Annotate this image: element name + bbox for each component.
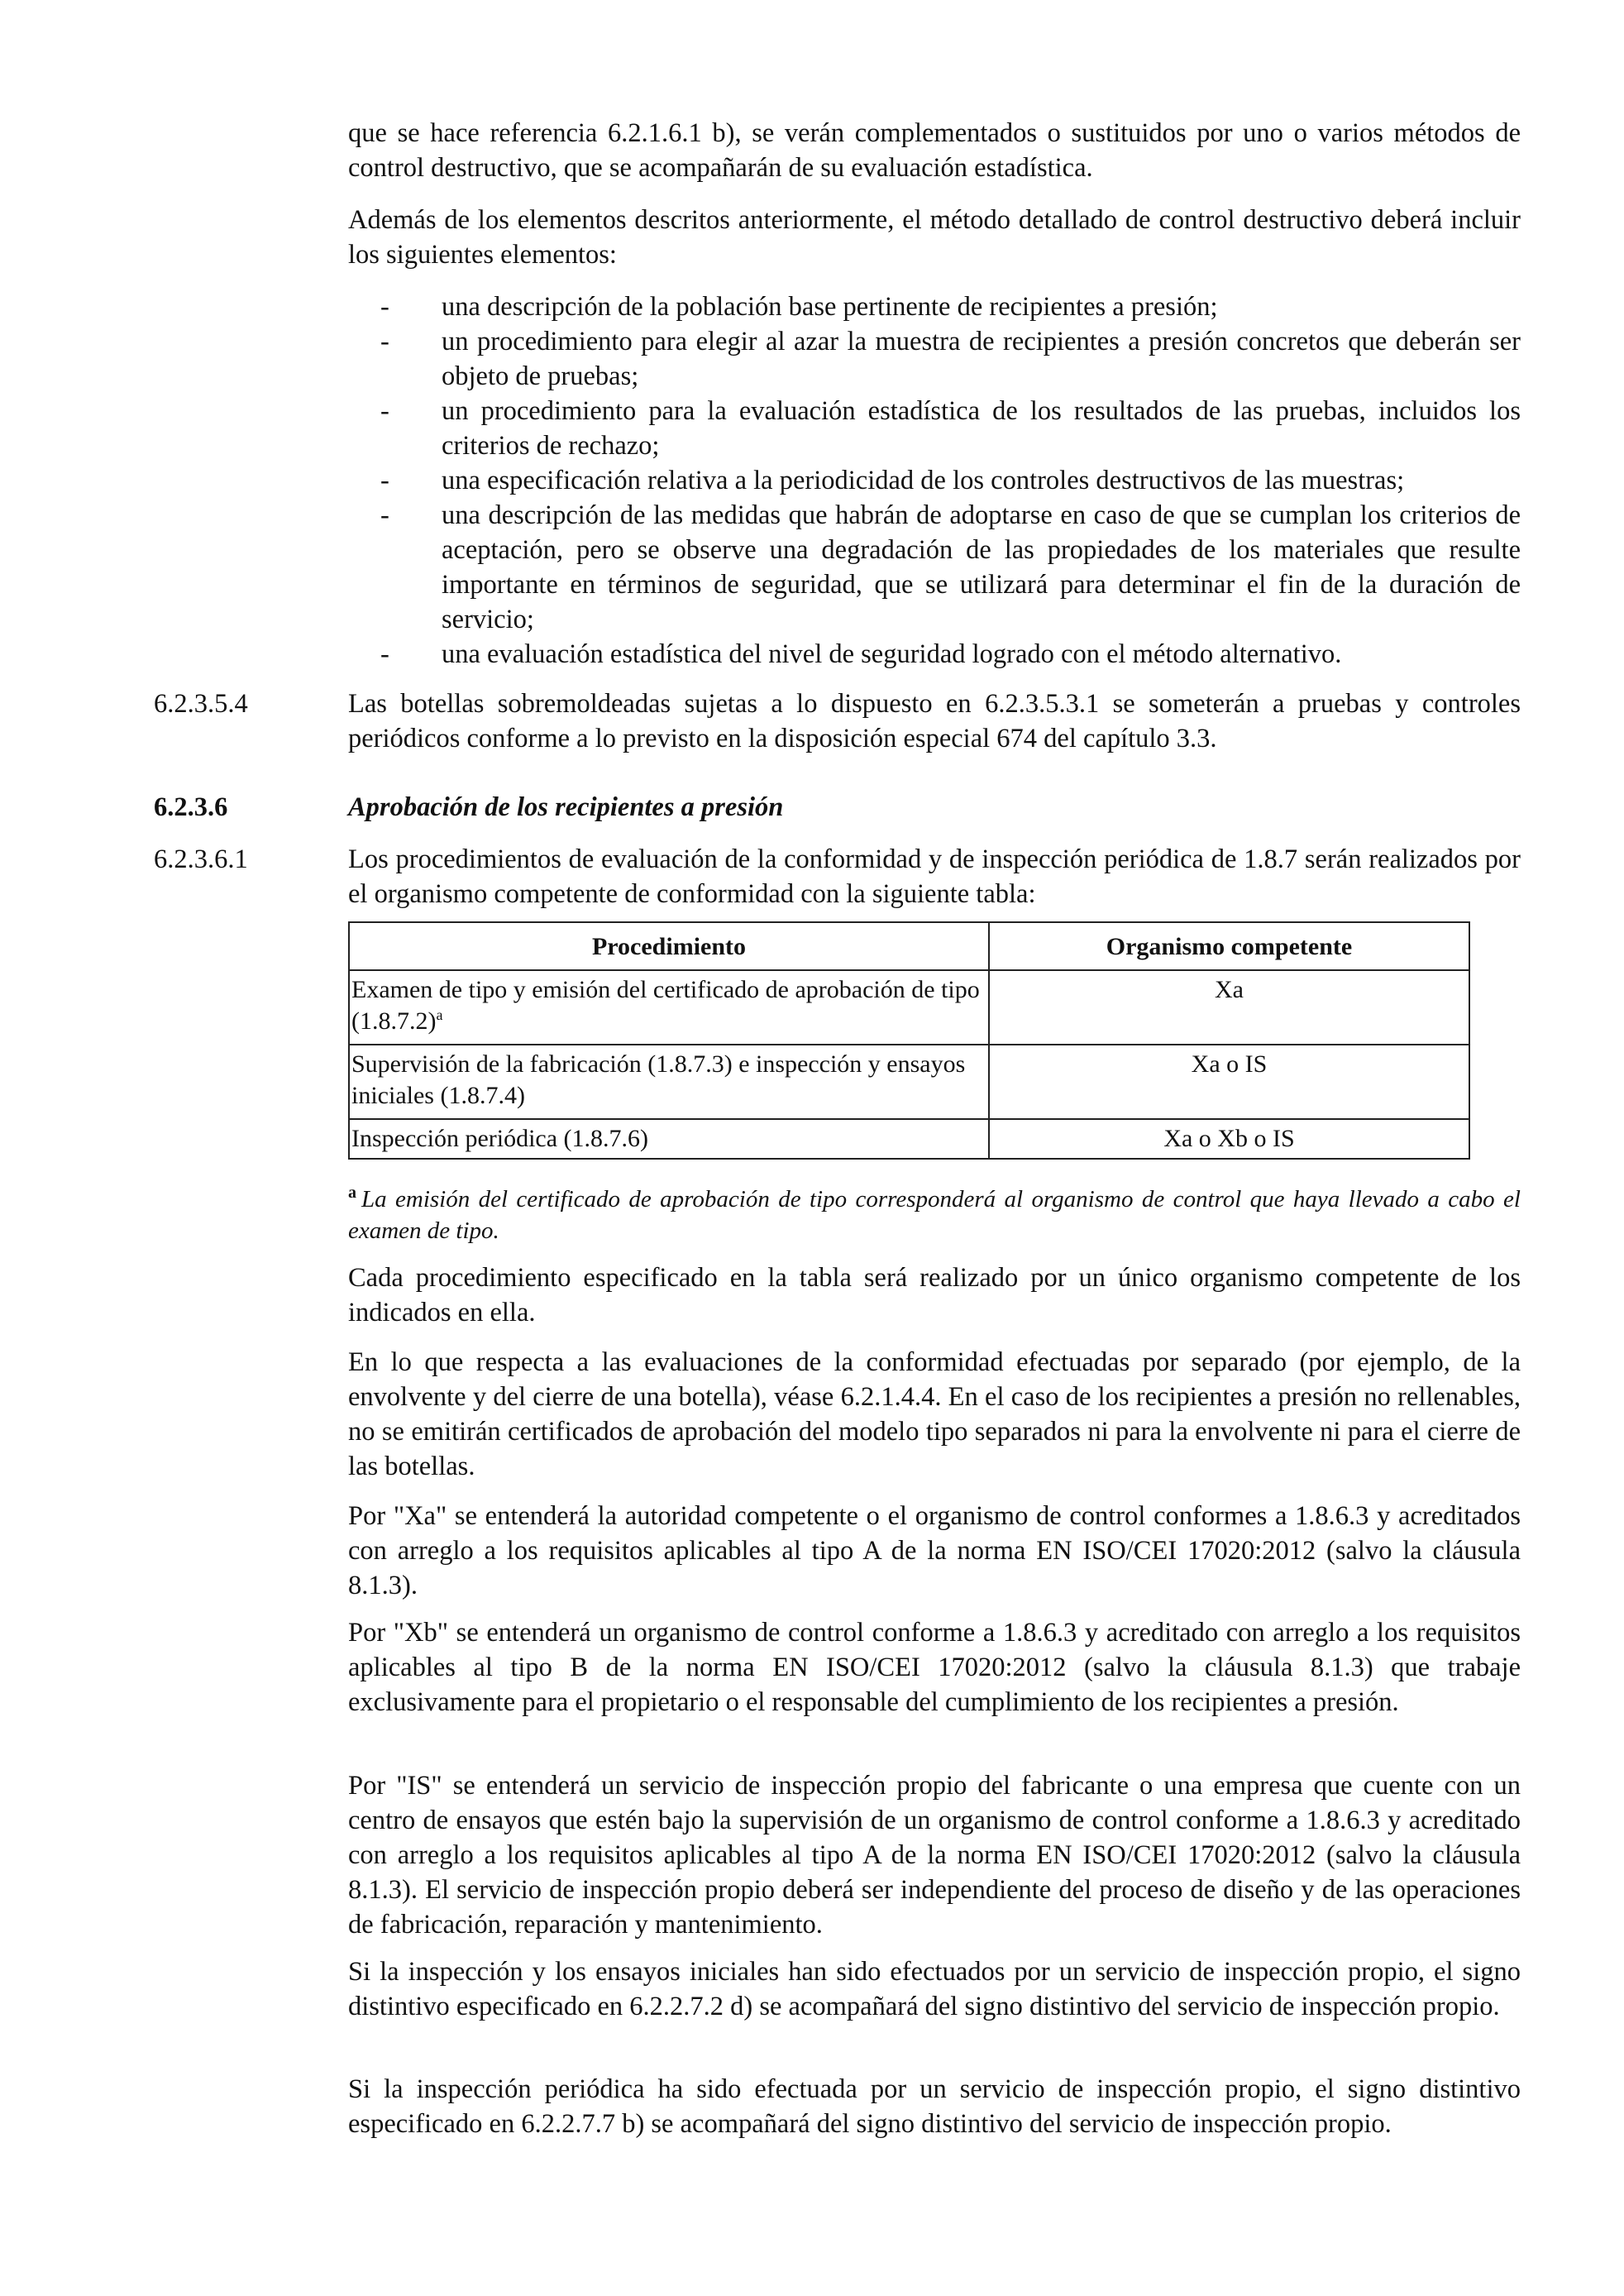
list-dash: - — [380, 639, 389, 669]
column-header-procedure: Procedimiento — [349, 922, 989, 970]
list-dash: - — [380, 500, 389, 530]
table-cell-procedure — [349, 970, 989, 1045]
list-item — [380, 289, 1521, 324]
section-text-6-2-3-5-4: Las botellas sobremoldeadas sujetas a lo dispuesto en 6.2.3.5.3.1 se someterán a pruebas y controles periódicos conforme a lo previsto en la disposición especial 674 del capítulo 3.3. — [348, 689, 1521, 753]
procedure-text: Examen de tipo y emisión del certificado de aprobación de tipo (1.8.7.2) — [351, 976, 980, 1035]
paragraph-initial-inspection-mark: Si la inspección y los ensayos iniciales han sido efectuados por un servicio de inspección propio, el signo distintivo especificado en 6.2.2.7.2 d) se acompañará del signo distintivo del servicio de inspección propio. — [348, 1957, 1521, 2021]
paragraph-xb-definition: Por "Xb" se entenderá un organismo de control conforme a 1.8.6.3 y acreditado con arreglo a los requisitos aplicables al tipo B de la norma EN ISO/CEI 17020:2012 (salvo la cláusula 8.1.3) que trabaje exclusivamente para el propietario o el responsable del cumplimiento de los recipientes a presión. — [348, 1618, 1521, 1717]
table-cell-competent-body: Xa o Xb o IS — [989, 1119, 1469, 1159]
list-dash: - — [380, 396, 389, 426]
paragraph-is-definition: Por "IS" se entenderá un servicio de inspección propio del fabricante o una empresa que cuente con un centro de ensayos que estén bajo la supervisión de un organismo de control conforme a 1.8.6.3 y acreditado con arreglo a los requisitos aplicables al tipo A de la norma EN ISO/CEI 17020:2012 (salvo la cláusula 8.1.3). El servicio de inspección propio deberá ser independiente del proceso de diseño y de las operaciones de fabricación, reparación y mantenimiento. — [348, 1771, 1521, 1940]
procedure-text: Inspección periódica (1.8.7.6) — [351, 1125, 649, 1152]
list-item-text: una descripción de las medidas que habrán de adoptarse en caso de que se cumplan los criterios de aceptación, pero se observe una degradación de las propiedades de los materiales que resulte importante en términos de seguridad, que se utilizará para determinar el fin de la duración de servicio; — [442, 500, 1521, 634]
list-item-text: una evaluación estadística del nivel de seguridad logrado con el método alternativo. — [442, 639, 1342, 669]
list-item-text: un procedimiento para la evaluación estadística de los resultados de las pruebas, incluidos los criterios de rechazo; — [442, 396, 1521, 461]
table-footnote — [348, 1184, 1521, 1246]
section-title-6-2-3-6: Aprobación de los recipientes a presión — [348, 792, 784, 822]
procedures-table — [348, 921, 1470, 1160]
footnote-mark: a — [348, 1184, 356, 1203]
paragraph-xa-definition: Por "Xa" se entenderá la autoridad competente o el organismo de control conformes a 1.8.6.3 y acreditados con arreglo a los requisitos aplicables al tipo A de la norma EN ISO/CEI 17020:2012 (salvo la cláusula 8.1.3). — [348, 1501, 1521, 1600]
paragraph-periodic-inspection-mark: Si la inspección periódica ha sido efectuada por un servicio de inspección propio, el signo distintivo especificado en 6.2.2.7.7 b) se acompañará del signo distintivo del servicio de inspección propio. — [348, 2074, 1521, 2139]
column-header-competent-body: Organismo competente — [989, 922, 1469, 970]
table-cell-competent-body: Xa o IS — [989, 1045, 1469, 1119]
intro-paragraph-2: Además de los elementos descritos anteriormente, el método detallado de control destructivo deberá incluir los siguientes elementos: — [348, 205, 1521, 270]
intro-paragraph-1: que se hace referencia 6.2.1.6.1 b), se verán complementados o sustituidos por uno o varios métodos de control destructivo, que se acompañarán de su evaluación estadística. — [348, 118, 1521, 183]
paragraph-single-body: Cada procedimiento especificado en la tabla será realizado por un único organismo competente de los indicados en ella. — [348, 1263, 1521, 1327]
list-item-text: una especificación relativa a la periodicidad de los controles destructivos de las muestras; — [442, 466, 1405, 495]
section-number-6-2-3-5-4: 6.2.3.5.4 — [154, 689, 248, 719]
table-cell-procedure — [349, 1119, 989, 1159]
section-text-6-2-3-6-1: Los procedimientos de evaluación de la conformidad y de inspección periódica de 1.8.7 serán realizados por el organismo competente de conformidad con la siguiente tabla: — [348, 844, 1521, 909]
table-cell-competent-body: Xa — [989, 970, 1469, 1045]
list-dash: - — [380, 466, 389, 495]
footnote-text: La emisión del certificado de aprobación de tipo corresponderá al organismo de control que haya llevado a cabo el examen de tipo. — [348, 1186, 1521, 1244]
table-header-row — [349, 922, 1469, 970]
paragraph-separate-assessments: En lo que respecta a las evaluaciones de la conformidad efectuadas por separado (por ejemplo, de la envolvente y del cierre de una botella), véase 6.2.1.4.4. En el caso de los recipientes a presión no rellenables, no se emitirán certificados de aprobación del modelo tipo separados ni para la envolvente ni para el cierre de las botellas. — [348, 1347, 1521, 1481]
list-dash: - — [380, 327, 389, 356]
criteria-list — [380, 289, 1521, 672]
list-item-text: una descripción de la población base pertinente de recipientes a presión; — [442, 292, 1218, 322]
list-item — [380, 394, 1521, 463]
table-row — [349, 970, 1469, 1045]
list-item — [380, 498, 1521, 637]
section-number-6-2-3-6: 6.2.3.6 — [154, 792, 228, 822]
list-dash: - — [380, 292, 389, 322]
footnote-reference: a — [436, 1007, 443, 1023]
list-item — [380, 463, 1521, 498]
table-row — [349, 1119, 1469, 1159]
list-item — [380, 637, 1521, 672]
procedure-text: Supervisión de la fabricación (1.8.7.3) e inspección y ensayos iniciales (1.8.7.4) — [351, 1050, 966, 1109]
table-row — [349, 1045, 1469, 1119]
list-item — [380, 324, 1521, 394]
list-item-text: un procedimiento para elegir al azar la muestra de recipientes a presión concretos que deberán ser objeto de pruebas; — [442, 327, 1521, 391]
section-number-6-2-3-6-1: 6.2.3.6.1 — [154, 844, 248, 874]
table-cell-procedure — [349, 1045, 989, 1119]
